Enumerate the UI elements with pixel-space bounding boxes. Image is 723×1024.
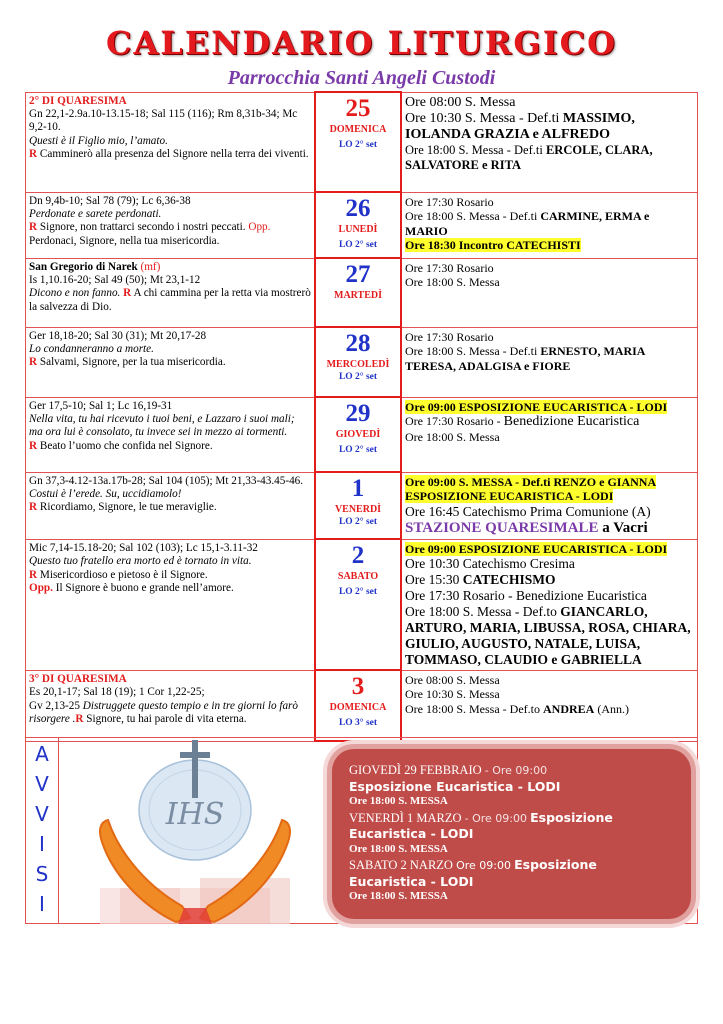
day-name: DOMENICA [329,702,387,714]
response-label: R [123,287,132,300]
response-text: Camminerò alla presenza del Signore nella terra dei viventi. [39,148,309,161]
liturgy-set: LO 2° set [338,372,378,382]
date-cell [315,327,401,397]
liturgy-set: LO 2° set [338,140,378,150]
notice-3-title: Eucaristica - LODI [349,873,474,889]
opp-label: Opp. [29,581,53,594]
antiphon: Distruggete questo tempio e in tre giorni lo farò risorgere . [29,699,299,725]
day-row [26,92,698,192]
antiphon: Lo condanneranno a morte. [29,342,154,355]
notice-2-title: Eucaristica - LODI [349,826,474,841]
notice-3-mass: Ore 18:00 S. MESSA [349,890,448,902]
day-number: 3 [351,673,365,701]
antiphon: Costui è l’erede. Su, uccidiamolo! [29,487,182,500]
antiphon: Nella vita, tu hai ricevuto i tuoi beni, e Lazzaro i suoi mali; ma ora lui è consolato, tu invece sei in mezzo ai tormenti. [29,412,295,439]
response-label: R [29,356,38,369]
readings-refs: Ger 18,18-20; Sal 30 (31); Mt 20,17-28 [29,329,207,342]
response-text: Beato l’uomo che confida nel Signore. [39,439,213,452]
readings-refs: Dn 9,4b-10; Sal 78 (79); Lc 6,36-38 [29,194,191,207]
deceased-names: CARMINE, ERMA e MARIO [405,209,650,238]
event: Ore 09:00 ESPOSIZIONE EUCARISTICA - LODI [405,399,668,414]
response-label: R [29,148,38,161]
response-label: R [29,568,38,581]
notice-3-header: SABATO 2 NARZO Ore 09:00 Esposizione [349,857,597,872]
response-text: Misericordioso e pietoso è il Signore. [39,568,208,581]
event: Ore 17:30 Rosario [405,194,494,209]
day-row [26,539,698,670]
parish-subtitle: Parrocchia Santi Angeli Custodi [227,67,496,89]
date-cell [315,92,401,192]
avvisi-letter: A [35,742,49,766]
notice-box [332,749,691,919]
day-number: 1 [351,475,365,502]
deceased-names: ERNESTO, MARIA TERESA, ADALGISA e FIORE [405,344,645,373]
avvisi-letter: I [39,892,45,916]
response-text: Signore, non trattarci secondo i nostri peccati. [39,221,246,234]
event: Ore 18:00 S. Messa [405,275,500,290]
event: Ore 18:30 Incontro CATECHISTI [405,238,581,253]
notice-1-header: GIOVEDÌ 29 FEBBRAIO - Ore 09:00 [349,763,548,777]
event: Ore 08:00 S. Messa [405,672,500,687]
readings-title: 3° DI QUARESIMA [29,672,127,685]
event: Ore 17:30 Rosario - Benedizione Eucaristica [405,587,647,603]
notice-2-header: VENERDÌ 1 MARZO - Ore 09:00 Esposizione [349,809,613,825]
day-number: 2 [351,542,365,570]
response-text: Signore, tu hai parole di vita eterna. [86,712,247,725]
event: Ore 10:30 Catechismo Cresima [405,555,575,571]
readings-cell [26,539,316,670]
event: Ore 08:00 S. Messa [405,94,516,110]
events-cell [401,397,698,472]
day-row [26,670,698,741]
notice-2-mass: Ore 18:00 S. MESSA [349,842,448,855]
opp-text: Il Signore è buono e grande nell’amore. [55,581,234,594]
events-cell [401,472,698,539]
date-cell [315,539,401,670]
day-number: 29 [345,400,371,427]
opp-text: Perdonaci, Signore, nella tua misericordia. [29,234,220,247]
event: Ore 18:00 S. Messa - Def.ti ERNESTO, MARIA TERESA, ADALGISA e FIORE [405,344,645,373]
event: Ore 16:45 Catechismo Prima Comunione (A) [405,503,651,519]
event: Ore 18:00 S. Messa - Def.ti ERCOLE, CLARA, SALVATORE e RITA [405,142,653,172]
day-name: SABATO [337,571,379,583]
event: STAZIONE QUARESIMALE a Vacri [405,519,648,536]
event: ESPOSIZIONE EUCARISTICA - LODI [405,489,614,504]
day-number: 27 [345,261,371,288]
response-label: R [29,501,38,514]
date-cell [315,258,401,327]
response-label: R [29,221,38,234]
day-name: DOMENICA [329,124,387,135]
response-text: Ricordiamo, Signore, le tue meraviglie. [39,501,217,514]
readings-title: San Gregorio di Narek [29,260,138,273]
readings-refs: Gn 37,3-4.12-13a.17b-28; Sal 104 (105); Mt 21,33-43.45-46. [29,474,304,487]
day-row [26,258,698,327]
event: Ore 17:30 Rosario [405,329,494,344]
ihs-monogram: IHS [165,797,225,832]
event: Ore 09:00 S. MESSA - Def.ti RENZO e GIANNA [405,474,657,489]
readings-refs: Gn 22,1-2.9a.10-13.15-18; Sal 115 (116); Rm 8,31b-34; Mc 9,2-10. [29,107,298,134]
day-number: 25 [345,95,371,122]
day-name: MARTEDÌ [334,290,382,301]
response-text: A chi cammina per la retta via mostrerò la salvezza di Dio. [29,287,311,313]
readings-cell [26,192,316,258]
day-row [26,472,698,539]
liturgy-set: LO 2° set [338,445,378,455]
event: Ore 15:30 CATECHISMO [405,571,556,587]
antiphon: Dicono e non fanno. [29,287,121,300]
readings-cell [26,92,316,192]
response-label: R [75,712,84,725]
day-name: MERCOLEDÌ [326,359,390,370]
readings-cell [26,258,316,327]
readings-refs: Is 1,10.16-20; Sal 49 (50); Mt 23,1-12 [29,273,201,286]
event: Ore 18:00 S. Messa - Def.to GIANCARLO, ARTURO, MARIA, LIBUSSA, ROSA, CHIARA, GIULIO, AUGUSTO, NATALE, LUISA, TOMMASO, CLAUDIO e GABRIELLA [405,603,691,667]
events-cell [401,539,698,670]
calendar-table [25,91,698,742]
deceased-names: ANDREA [542,701,595,716]
response-label: R [29,439,38,452]
readings-cell [26,397,316,472]
readings-cell: 3° DI QUARESIMA Es 20,1-17; Sal 18 (19); 1 Cor 1,22-25; Gv 2,13-25 Distruggete questo tempio e in tre giorni lo farò risorgere .R Signore, tu hai parole di vita eterna. [26,670,316,741]
day-number: 26 [345,195,371,222]
day-name: VENERDÌ [334,504,382,515]
day-name: LUNEDÌ [338,224,378,235]
liturgy-set: LO 2° set [338,587,378,598]
avvisi-letter: V [35,802,49,826]
page-title: CALENDARIO LITURGICO [105,24,617,62]
antiphon: Perdonate e sarete perdonati. [29,207,162,220]
date-cell [315,670,401,741]
day-row [26,327,698,397]
liturgy-set: LO 2° set [338,240,378,250]
readings-title: 2° DI QUARESIMA [29,94,127,107]
response-text: Salvami, Signore, per la tua misericordia. [39,356,226,369]
day-number: 28 [345,330,371,357]
readings-cell [26,327,316,397]
events-cell [401,92,698,192]
event: Ore 18:00 S. Messa - Def.to ANDREA (Ann.) [405,701,629,716]
event: Ore 18:00 S. Messa - Def.ti CARMINE, ERMA e MARIO [405,209,650,238]
readings-cell [26,472,316,539]
day-row [26,397,698,472]
day-name: GIOVEDÌ [335,429,381,440]
eucharist-hands-illustration [80,738,310,924]
avvisi-vertical-label [26,738,59,923]
event: Ore 18:00 S. Messa [405,429,500,444]
date-cell [315,472,401,539]
event: Ore 17:30 Rosario - Benedizione Eucaristica [405,414,640,430]
readings-refs: Es 20,1-17; Sal 18 (19); 1 Cor 1,22-25; [29,686,205,699]
opp-label: Opp. [248,221,271,234]
notice-1-title: Esposizione Eucaristica - LODI [349,778,561,794]
antiphon: Questi è il Figlio mio, l’amato. [29,134,168,147]
notice-1-mass: Ore 18:00 S. MESSA [349,795,448,807]
event: Ore 09:00 ESPOSIZIONE EUCARISTICA - LODI [405,541,668,556]
avvisi-letter: I [39,832,45,856]
date-cell [315,192,401,258]
antiphon: Questo tuo fratello era morto ed è tornato in vita. [29,555,252,568]
readings-refs: Mic 7,14-15.18-20; Sal 102 (103); Lc 15,1-3.11-32 [29,541,258,554]
avvisi-letter: V [35,772,49,796]
events-cell [401,192,698,258]
date-cell [315,397,401,472]
liturgy-set: LO 3° set [338,718,378,729]
event: Ore 10:30 S. Messa - Def.ti MASSIMO, IOLANDA GRAZIA e ALFREDO [405,110,635,142]
day-row [26,192,698,258]
events-cell [401,327,698,397]
event: Ore 17:30 Rosario [405,260,494,275]
events-cell [401,670,698,741]
deceased-names: GIANCARLO, ARTURO, MARIA, LIBUSSA, ROSA, CHIARA, GIULIO, AUGUSTO, NATALE, LUISA, TOMMASO, CLAUDIO e GABRIELLA [405,603,691,667]
avvisi-letter: S [35,862,49,886]
events-cell [401,258,698,327]
event: Ore 10:30 S. Messa [405,687,500,702]
deceased-names: MASSIMO, IOLANDA GRAZIA e ALFREDO [405,110,635,142]
memorial-tag: (mf) [140,260,161,273]
readings-refs: Ger 17,5-10; Sal 1; Lc 16,19-31 [29,399,173,412]
liturgy-set: LO 2° set [338,517,378,527]
deceased-names: ERCOLE, CLARA, SALVATORE e RITA [405,142,653,172]
